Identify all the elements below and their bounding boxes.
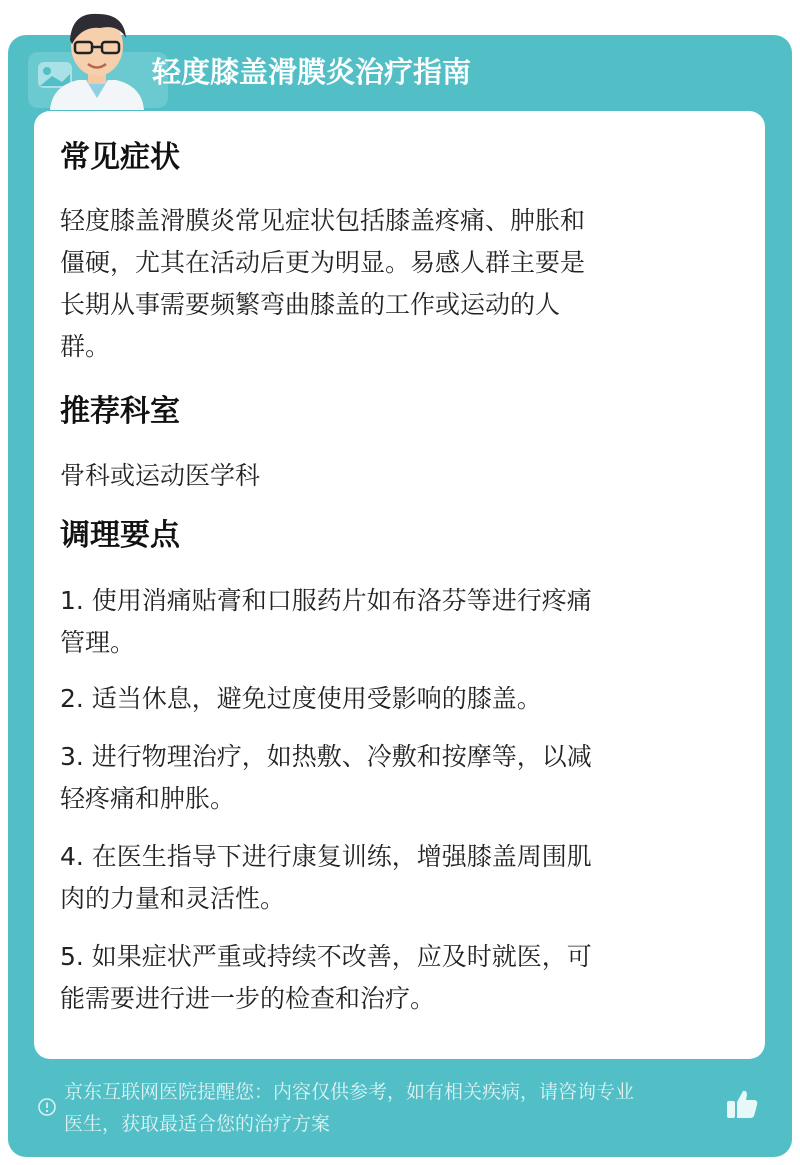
care-heading: 调理要点 [60,518,180,553]
department-heading: 推荐科室 [60,394,180,429]
care-item-5-line-2: 能需要进行进一步的检查和治疗。 [60,984,436,1013]
care-item-1-line-1: 1. 使用消痛贴膏和口服药片如布洛芬等进行疼痛 [60,586,592,615]
info-icon [37,1097,57,1117]
disclaimer-line-2: 医生，获取最适合您的治疗方案 [64,1113,331,1135]
disclaimer-line-1: 京东互联网医院提醒您：内容仅供参考，如有相关疾病，请咨询专业 [64,1081,635,1103]
symptoms-line-2: 僵硬，尤其在活动后更为明显。易感人群主要是 [60,248,586,277]
care-item-5-line-1: 5. 如果症状严重或持续不改善，应及时就医，可 [60,942,592,971]
care-item-1-line-2: 管理。 [60,628,136,657]
disclaimer [64,1076,726,1140]
symptoms-line-4: 群。 [60,332,111,361]
care-item-4-line-2: 肉的力量和灵活性。 [60,884,286,913]
thumbs-up-icon[interactable] [724,1086,760,1122]
page-title: 轻度膝盖滑膜炎治疗指南 [152,55,472,89]
symptoms-line-1: 轻度膝盖滑膜炎常见症状包括膝盖疼痛、肿胀和 [60,206,586,235]
care-item-4-line-1: 4. 在医生指导下进行康复训练，增强膝盖周围肌 [60,842,592,871]
symptoms-heading: 常见症状 [60,140,180,175]
doctor-avatar [42,6,152,110]
care-item-3-line-1: 3. 进行物理治疗，如热敷、冷敷和按摩等，以减 [60,742,592,771]
department-text: 骨科或运动医学科 [60,461,261,490]
symptoms-line-3: 长期从事需要频繁弯曲膝盖的工作或运动的人 [60,290,561,319]
care-item-3-line-2: 轻疼痛和肿胀。 [60,784,236,813]
care-item-2-line-1: 2. 适当休息，避免过度使用受影响的膝盖。 [60,684,542,713]
